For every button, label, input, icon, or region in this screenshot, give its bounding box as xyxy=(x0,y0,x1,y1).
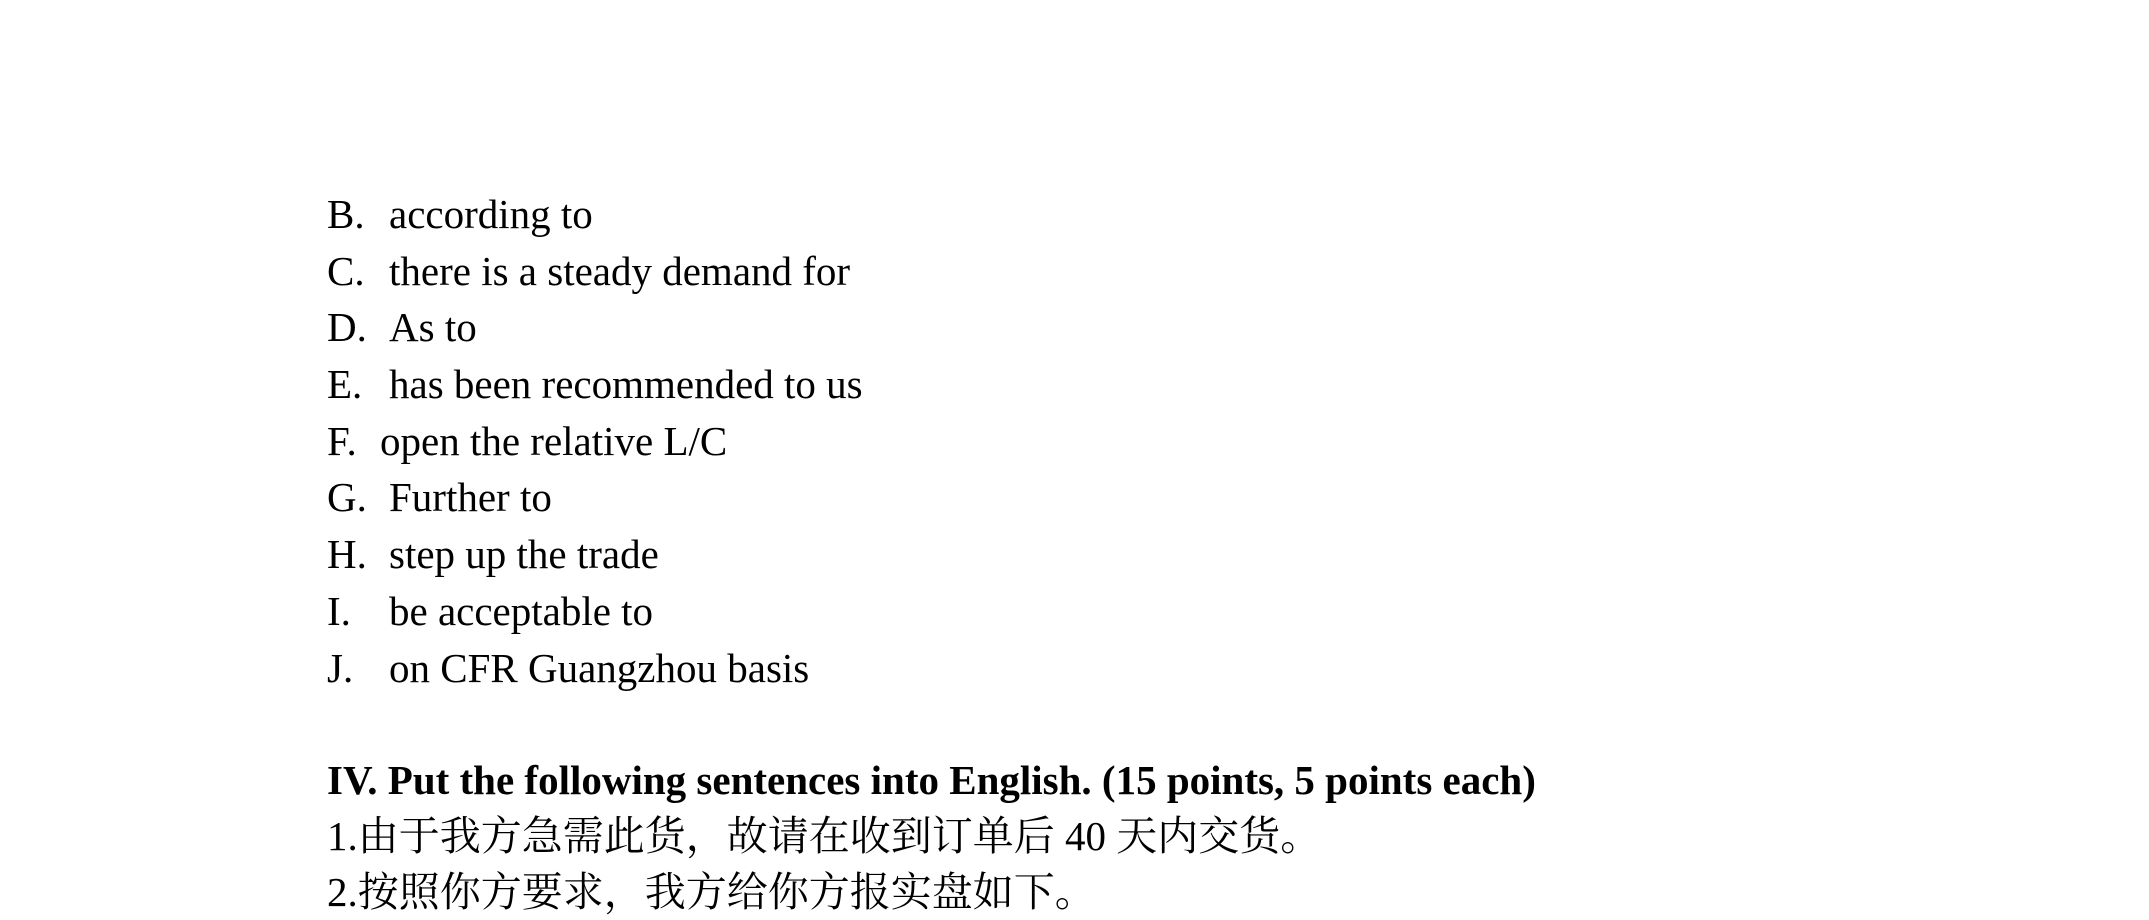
option-text: As to xyxy=(389,304,477,351)
option-j xyxy=(327,640,863,697)
option-text: be acceptable to xyxy=(389,587,654,634)
option-i xyxy=(327,583,863,640)
option-letter: C. xyxy=(327,247,365,294)
section-heading: IV. Put the following sentences into English. (15 points, 5 points each) xyxy=(327,757,1536,803)
option-h xyxy=(327,526,863,583)
option-text: on CFR Guangzhou basis xyxy=(389,644,810,691)
option-b xyxy=(327,186,863,243)
option-letter: J. xyxy=(327,644,354,691)
option-c xyxy=(327,243,863,300)
option-text: according to xyxy=(389,191,593,237)
option-letter: D. xyxy=(327,304,367,351)
option-e xyxy=(327,356,863,413)
sentence-2: 2.按照你方要求，我方给你方报实盘如下。 xyxy=(327,869,1096,915)
option-letter: F. xyxy=(327,417,357,464)
option-f xyxy=(327,413,863,470)
option-d xyxy=(327,299,863,356)
section-iv xyxy=(327,752,2127,920)
option-g xyxy=(327,469,863,526)
option-letter: B. xyxy=(327,191,365,237)
option-text: Further to xyxy=(389,474,552,521)
sentence-1: 1.由于我方急需此货，故请在收到订单后 40 天内交货。 xyxy=(327,813,1322,859)
option-letter: H. xyxy=(327,531,367,578)
option-text: has been recommended to us xyxy=(389,361,863,408)
option-text: open the relative L/C xyxy=(380,417,728,464)
option-letter: I. xyxy=(327,587,351,634)
answer-options-list xyxy=(327,186,863,696)
option-text: step up the trade xyxy=(389,531,659,578)
option-text: there is a steady demand for xyxy=(389,247,851,294)
option-letter: G. xyxy=(327,474,367,521)
option-letter: E. xyxy=(327,361,363,408)
